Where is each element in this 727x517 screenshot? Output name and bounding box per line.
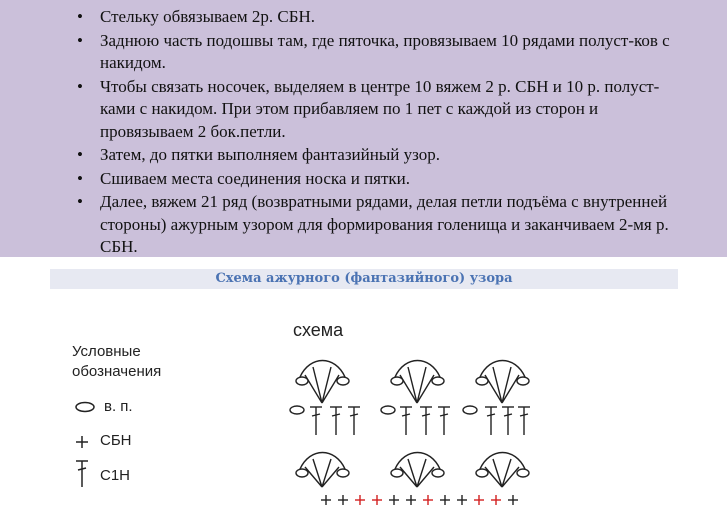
instructions-panel xyxy=(0,0,727,257)
legend-title xyxy=(72,342,192,382)
legend-title-line: обозначения xyxy=(72,363,162,380)
crochet-diagram xyxy=(280,345,560,515)
legend-title-line: Условные xyxy=(72,343,141,360)
list-item xyxy=(0,144,727,167)
dc-stitch-row xyxy=(310,407,322,435)
section-title: Схема ажурного (фантазийного) узора xyxy=(50,269,678,289)
list-item-text: Заднюю часть подошвы там, где пяточка, провязываем 10 рядами полуст-ков с накидом. xyxy=(100,30,670,72)
double-crochet-icon xyxy=(75,459,89,489)
list-item-text: Чтобы связать носочек, выделяем в центре 10 вяжем 2 р. СБН и 10 р. полуст-ками с накидом. При этом прибавляем по 1 пет с каждой из сторон и провязываем 2 бок.петли. xyxy=(100,76,660,141)
fan-motif xyxy=(296,361,349,404)
list-item-text: Стельку обвязываем 2р. СБН. xyxy=(100,7,316,26)
legend-dc-label: С1Н xyxy=(100,467,131,484)
list-item xyxy=(0,191,727,259)
bullet-icon: • xyxy=(77,76,83,96)
scheme-title: схема xyxy=(293,320,344,340)
bullet-icon: • xyxy=(77,7,83,26)
bullet-icon: • xyxy=(77,192,83,211)
bullet-icon: • xyxy=(77,168,83,188)
fan-motif xyxy=(391,361,444,404)
legend xyxy=(72,342,192,484)
bullet-icon: • xyxy=(77,145,83,164)
single-crochet-icon xyxy=(75,435,89,449)
list-item xyxy=(0,6,727,29)
fan-motif xyxy=(476,361,529,404)
bullet-icon: • xyxy=(77,30,83,50)
list-item xyxy=(0,30,727,75)
legend-sc-label: СБН xyxy=(100,432,132,449)
list-item-text: Сшиваем места соединения носка и пятки. xyxy=(100,168,411,188)
legend-chain-label: в. п. xyxy=(104,398,133,415)
list-item-text: Затем, до пятки выполняем фантазийный узор. xyxy=(100,145,440,164)
list-item xyxy=(0,76,727,144)
list-item xyxy=(0,168,727,191)
chain-stitch-icon xyxy=(74,400,96,414)
list-item-text: Далее, вяжем 21 ряд (возвратными рядами, делая петли подъёма с внутренней стороны) ажурным узором для формирования голенища и заканчиваем 2-мя р. СБН. xyxy=(100,192,669,256)
sc-base-row xyxy=(321,495,518,505)
